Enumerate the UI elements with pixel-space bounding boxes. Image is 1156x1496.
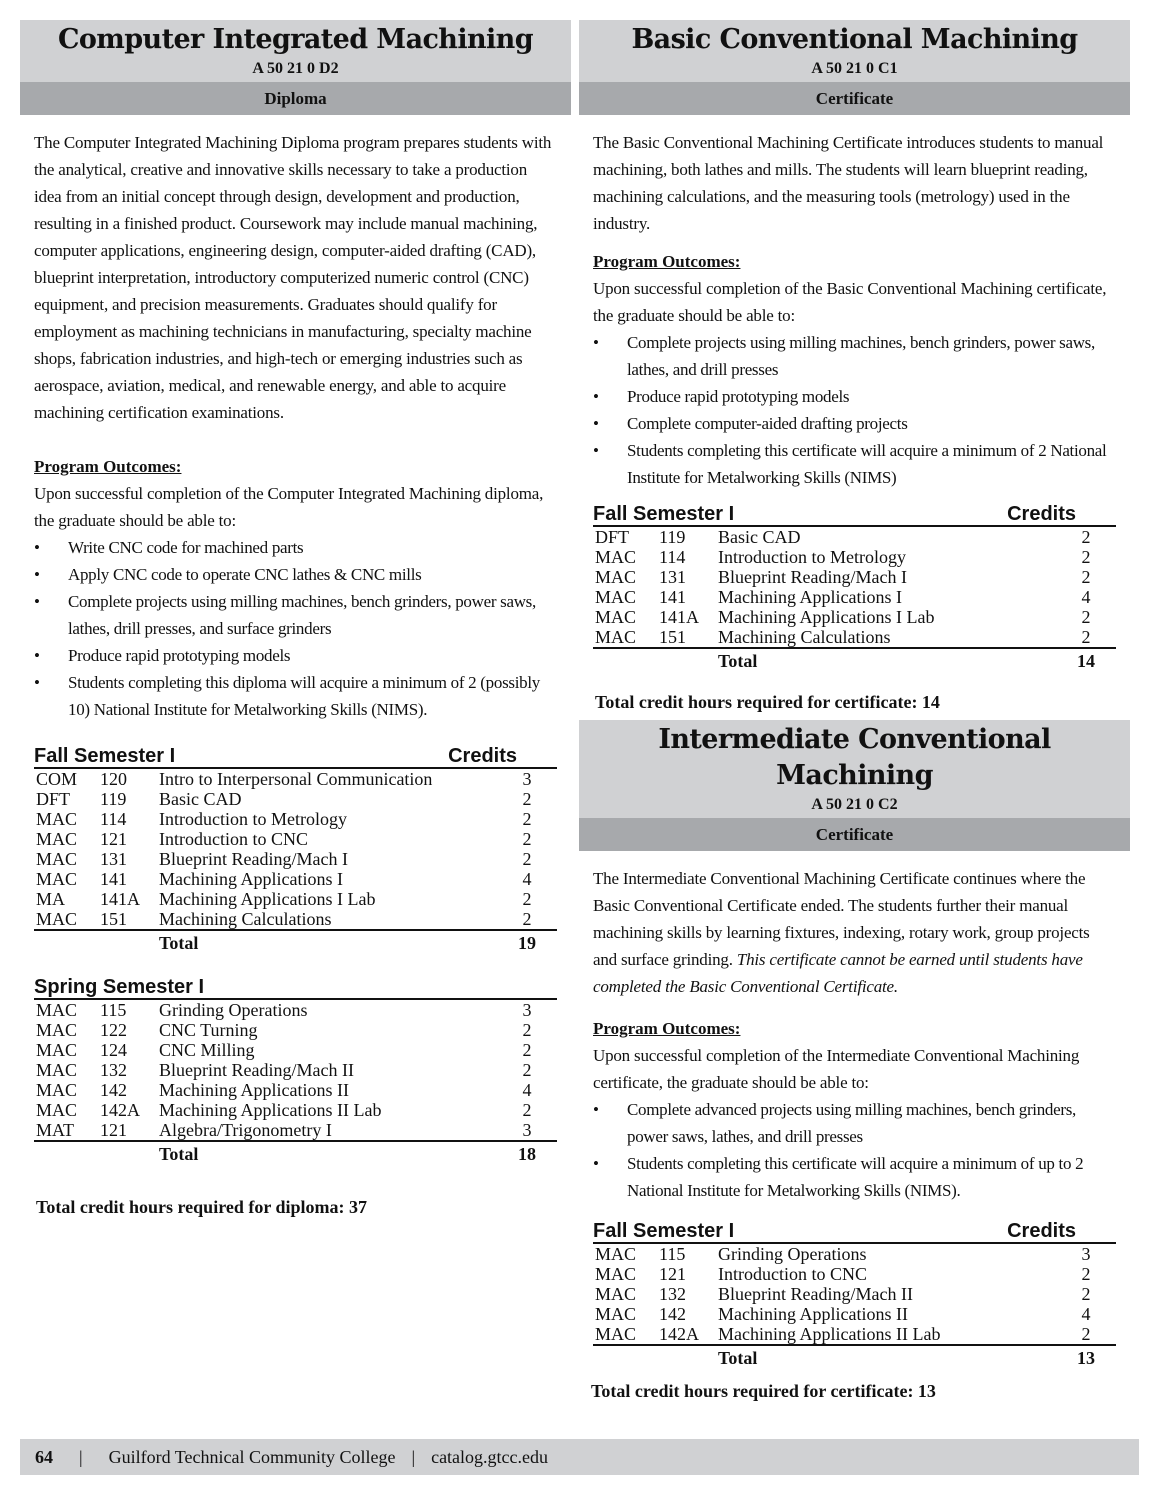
program-title: Basic Conventional Machining: [631, 24, 1078, 55]
outcomes-intro: Upon successful completion of the Computer Integrated Machining diploma, the graduate should be able to:: [34, 484, 544, 530]
course-row: [34, 909, 557, 929]
semester-name: Fall Semester I: [34, 745, 176, 767]
course-row: [34, 1080, 557, 1100]
course-row: [34, 1040, 557, 1060]
semester-table: [593, 1220, 1116, 1371]
course-prefix: MAT: [36, 1120, 75, 1140]
total-row: [34, 929, 557, 956]
course-title: Introduction to CNC: [159, 829, 308, 849]
credits-label: Credits: [1007, 1220, 1076, 1242]
page-footer: [20, 1439, 1139, 1475]
semester-table: [34, 976, 557, 1167]
course-title: Intro to Interpersonal Communication: [159, 769, 433, 789]
course-prefix: MAC: [36, 1020, 78, 1040]
course-row: [593, 567, 1116, 587]
college-name: Guilford Technical Community College: [108, 1447, 396, 1467]
course-number: 120: [100, 769, 127, 789]
total-label: Total: [718, 651, 758, 671]
total-value: 13: [1077, 1348, 1095, 1368]
course-credits: 2: [522, 889, 532, 909]
outcomes-list: [34, 534, 557, 723]
outcomes-heading: Program Outcomes:: [34, 457, 182, 476]
total-value: 14: [1077, 651, 1095, 671]
course-number: 124: [100, 1040, 127, 1060]
semester-header: [34, 745, 557, 769]
course-credits: 2: [522, 909, 532, 929]
catalog-link[interactable]: catalog.gtcc.edu: [431, 1447, 549, 1467]
semester-header: [593, 503, 1116, 527]
course-title: Machining Calculations: [718, 627, 891, 647]
course-title: Machining Applications I Lab: [718, 607, 935, 627]
program-title: Computer Integrated Machining: [58, 24, 533, 55]
outcomes-heading: Program Outcomes:: [593, 1019, 741, 1038]
program-code: A 50 21 0 C2: [811, 796, 898, 813]
course-row: [34, 1100, 557, 1120]
diploma-column: [20, 20, 571, 1219]
course-title: Machining Applications II: [718, 1304, 908, 1324]
course-number: 122: [100, 1020, 127, 1040]
course-number: 142A: [659, 1324, 699, 1344]
outcome-item: • Produce rapid prototyping models: [593, 383, 1116, 410]
course-number: 121: [100, 829, 127, 849]
course-credits: 2: [522, 1040, 532, 1060]
outcomes-list: [593, 1096, 1116, 1204]
course-row: [593, 587, 1116, 607]
course-credits: 2: [1081, 1264, 1091, 1284]
course-prefix: DFT: [595, 527, 630, 547]
outcome-item: • Write CNC code for machined parts: [34, 534, 557, 561]
award-type: Certificate: [579, 82, 1130, 115]
award-type: Diploma: [20, 82, 571, 115]
course-title: Machining Applications I Lab: [159, 889, 376, 909]
total-row: [34, 1140, 557, 1167]
course-title: Introduction to CNC: [718, 1264, 867, 1284]
course-credits: 2: [1081, 1284, 1091, 1304]
course-row: [34, 1000, 557, 1020]
course-row: [34, 889, 557, 909]
outcome-item: • Complete projects using milling machines, bench grinders, power saws, lathes, drill presses, and surface grinders: [34, 588, 557, 642]
course-prefix: MAC: [595, 587, 637, 607]
program-description: The Computer Integrated Machining Diploma program prepares students with the analytical, creative and innovative skills necessary to take a production idea from an initial concept through design, development and production, resulting in a finished product. Coursework may include manual machining, computer applications, engineering design, computer-aided drafting (CAD), blueprint interpretation, introductory computerized numeric control (CNC) equipment, and precision measurements. Graduates should qualify for employment as machining technicians in manufacturing, specialty machine shops, fabrication industries, and high-tech or emerging industries such as aerospace, aviation, medical, and renewable energy, and able to acquire machining certification examinations.: [34, 133, 552, 422]
course-number: 121: [659, 1264, 686, 1284]
outcome-item: • Complete advanced projects using milling machines, bench grinders, power saws, lathes, and drill presses: [593, 1096, 1116, 1150]
course-number: 115: [100, 1000, 127, 1020]
course-number: 141A: [659, 607, 699, 627]
course-number: 119: [659, 527, 686, 547]
course-row: [34, 809, 557, 829]
course-row: [34, 849, 557, 869]
course-prefix: MAC: [595, 547, 637, 567]
description-note: This certificate cannot be earned until students have completed the Basic Conventional Certificate.: [593, 950, 1083, 996]
course-credits: 2: [522, 849, 532, 869]
course-prefix: MAC: [36, 909, 78, 929]
course-prefix: MAC: [36, 849, 78, 869]
course-title: Machining Applications II Lab: [159, 1100, 382, 1120]
program-code: A 50 21 0 C1: [811, 60, 898, 77]
total-row: [593, 647, 1116, 674]
course-row: [593, 1324, 1116, 1344]
program-total-line: Total credit hours required for diploma: 37: [36, 1197, 368, 1217]
credits-label: Credits: [1007, 503, 1076, 525]
course-number: 115: [659, 1244, 686, 1264]
course-credits: 4: [1081, 587, 1091, 607]
course-prefix: MAC: [595, 567, 637, 587]
semester-name: Fall Semester I: [593, 1220, 735, 1242]
outcome-item: • Apply CNC code to operate CNC lathes & CNC mills: [34, 561, 557, 588]
course-credits: 2: [1081, 527, 1091, 547]
course-prefix: MAC: [595, 1264, 637, 1284]
course-number: 151: [659, 627, 686, 647]
course-credits: 3: [1081, 1244, 1091, 1264]
total-value: 18: [518, 1144, 536, 1164]
course-row: [34, 869, 557, 889]
course-credits: 4: [1081, 1304, 1091, 1324]
course-prefix: MAC: [595, 1284, 637, 1304]
course-title: Blueprint Reading/Mach I: [159, 849, 348, 869]
course-number: 141A: [100, 889, 140, 909]
course-title: Machining Applications II: [159, 1080, 349, 1100]
course-prefix: MAC: [36, 1080, 78, 1100]
course-credits: 2: [522, 1020, 532, 1040]
program-total-line: Total credit hours required for certificate: 14: [595, 692, 940, 712]
course-prefix: MAC: [595, 607, 637, 627]
total-row: [593, 1344, 1116, 1371]
course-credits: 4: [522, 869, 532, 889]
course-row: [593, 1304, 1116, 1324]
outcome-item: • Complete computer-aided drafting projects: [593, 410, 1116, 437]
course-prefix: MAC: [36, 829, 78, 849]
outcome-item: • Students completing this diploma will acquire a minimum of 2 (possibly 10) National Institute for Metalworking Skills (NIMS).: [34, 669, 557, 723]
course-title: Introduction to Metrology: [159, 809, 347, 829]
course-number: 151: [100, 909, 127, 929]
outcome-item: • Complete projects using milling machines, bench grinders, power saws, lathes, and drill presses: [593, 329, 1116, 383]
course-credits: 2: [1081, 627, 1091, 647]
outcomes-intro: Upon successful completion of the Basic Conventional Machining certificate, the graduate should be able to:: [593, 279, 1107, 325]
course-row: [593, 607, 1116, 627]
total-label: Total: [159, 1144, 199, 1164]
course-credits: 2: [522, 789, 532, 809]
certificates-column: [579, 20, 1130, 1403]
course-row: [34, 789, 557, 809]
course-title: Grinding Operations: [718, 1244, 867, 1264]
course-title: Blueprint Reading/Mach I: [718, 567, 907, 587]
outcomes-intro: Upon successful completion of the Intermediate Conventional Machining certificate, the graduate should be able to:: [593, 1046, 1080, 1092]
semester-table: [593, 503, 1116, 674]
outcome-item: • Produce rapid prototyping models: [34, 642, 557, 669]
semester-header: [593, 1220, 1116, 1244]
course-title: Algebra/Trigonometry I: [159, 1120, 332, 1140]
course-prefix: MA: [36, 889, 66, 909]
course-prefix: MAC: [595, 627, 637, 647]
course-prefix: MAC: [36, 1060, 78, 1080]
course-prefix: MAC: [595, 1304, 637, 1324]
course-credits: 2: [1081, 567, 1091, 587]
course-credits: 2: [522, 829, 532, 849]
semester-table: [34, 745, 557, 956]
course-credits: 2: [1081, 607, 1091, 627]
course-row: [593, 1244, 1116, 1264]
course-number: 132: [100, 1060, 127, 1080]
course-prefix: COM: [36, 769, 78, 789]
course-number: 121: [100, 1120, 127, 1140]
course-row: [593, 627, 1116, 647]
course-prefix: MAC: [36, 869, 78, 889]
course-prefix: MAC: [36, 809, 78, 829]
course-title: Grinding Operations: [159, 1000, 308, 1020]
course-number: 114: [100, 809, 127, 829]
course-title: Basic CAD: [159, 789, 242, 809]
outcomes-heading: Program Outcomes:: [593, 252, 741, 271]
course-credits: 2: [522, 1060, 532, 1080]
course-credits: 3: [522, 769, 532, 789]
total-value: 19: [518, 933, 536, 953]
credits-label: Credits: [448, 745, 517, 767]
course-credits: 2: [1081, 547, 1091, 567]
course-credits: 3: [522, 1000, 532, 1020]
program-description: The Basic Conventional Machining Certificate introduces students to manual machining, both lathes and mills. The students will learn blueprint reading, machining calculations, and the measuring tools (metrology) used in the industry.: [593, 133, 1104, 233]
course-number: 142A: [100, 1100, 140, 1120]
program-header: [579, 720, 1130, 818]
course-title: Machining Applications I: [159, 869, 343, 889]
course-title: Basic CAD: [718, 527, 801, 547]
total-label: Total: [159, 933, 199, 953]
footer-separator: |: [411, 1447, 416, 1467]
course-prefix: MAC: [36, 1100, 78, 1120]
course-prefix: DFT: [36, 789, 71, 809]
program-title: Intermediate Conventional Machining: [658, 724, 1051, 791]
outcomes-list: [593, 329, 1116, 491]
program-total-line: Total credit hours required for certificate: 13: [591, 1381, 936, 1401]
course-number: 114: [659, 547, 686, 567]
course-title: Blueprint Reading/Mach II: [159, 1060, 354, 1080]
award-type: Certificate: [579, 818, 1130, 851]
course-number: 141: [100, 869, 127, 889]
course-title: Machining Applications I: [718, 587, 902, 607]
course-row: [34, 829, 557, 849]
course-credits: 3: [522, 1120, 532, 1140]
program-header: [579, 20, 1130, 82]
course-number: 131: [659, 567, 686, 587]
course-credits: 2: [1081, 1324, 1091, 1344]
course-row: [34, 1120, 557, 1140]
credits-label: [517, 976, 557, 998]
course-row: [593, 1284, 1116, 1304]
footer-separator: |: [79, 1447, 83, 1467]
course-prefix: MAC: [36, 1040, 78, 1060]
total-label: Total: [718, 1348, 758, 1368]
semester-name: Fall Semester I: [593, 503, 735, 525]
course-row: [593, 527, 1116, 547]
course-title: Machining Applications II Lab: [718, 1324, 941, 1344]
course-prefix: MAC: [36, 1000, 78, 1020]
outcome-item: • Students completing this certificate will acquire a minimum of 2 National Institute for Metalworking Skills (NIMS): [593, 437, 1116, 491]
course-row: [34, 1020, 557, 1040]
course-credits: 2: [522, 809, 532, 829]
course-credits: 4: [522, 1080, 532, 1100]
course-title: CNC Milling: [159, 1040, 255, 1060]
course-title: Machining Calculations: [159, 909, 332, 929]
description-text: The Intermediate Conventional Machining Certificate continues where the Basic Conventional Certificate ended. The students further their manual machining skills by learning fixtures, indexing, rotary work, group projects and surface grinding.: [593, 869, 1090, 969]
course-number: 131: [100, 849, 127, 869]
program-code: A 50 21 0 D2: [252, 60, 339, 77]
course-title: Blueprint Reading/Mach II: [718, 1284, 913, 1304]
course-row: [593, 1264, 1116, 1284]
page-number: 64: [35, 1447, 53, 1467]
semester-name: Spring Semester I: [34, 976, 205, 998]
course-row: [34, 769, 557, 789]
course-title: Introduction to Metrology: [718, 547, 906, 567]
course-title: CNC Turning: [159, 1020, 258, 1040]
course-number: 132: [659, 1284, 686, 1304]
course-number: 142: [659, 1304, 686, 1324]
course-number: 142: [100, 1080, 127, 1100]
course-row: [34, 1060, 557, 1080]
program-header: [20, 20, 571, 82]
course-number: 119: [100, 789, 127, 809]
outcome-item: • Students completing this certificate will acquire a minimum of up to 2 National Institute for Metalworking Skills (NIMS).: [593, 1150, 1116, 1204]
course-prefix: MAC: [595, 1324, 637, 1344]
course-number: 141: [659, 587, 686, 607]
semester-header: [34, 976, 557, 1000]
program-description: [593, 865, 1116, 1000]
course-credits: 2: [522, 1100, 532, 1120]
course-prefix: MAC: [595, 1244, 637, 1264]
course-row: [593, 547, 1116, 567]
